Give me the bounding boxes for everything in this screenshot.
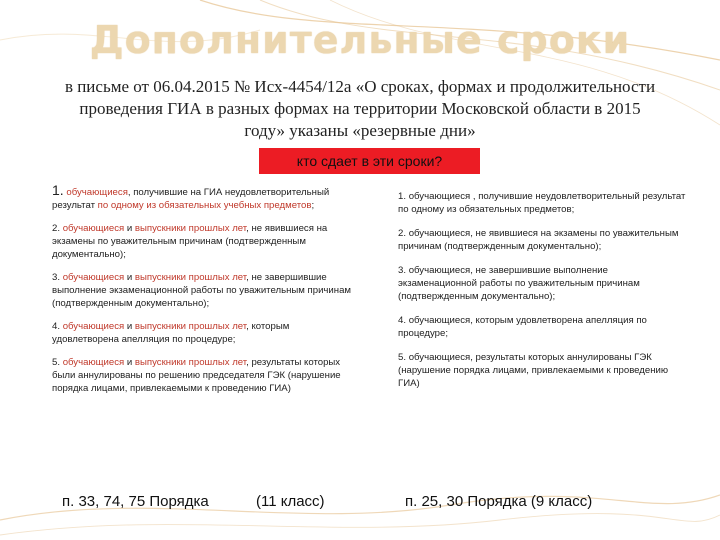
footer-left-reference: п. 33, 74, 75 Порядка bbox=[62, 493, 209, 510]
right-item-3: 3. обучающиеся, не завершившие выполнение экзаменационной работы по уважительным причинам (подтвержденным документально); bbox=[398, 265, 640, 302]
right-item-2: 2. обучающиеся, не явившиеся на экзамены по уважительным причинам (подтвержденным документально); bbox=[398, 228, 679, 252]
footer-left-class: (11 класс) bbox=[256, 493, 325, 510]
left-column-11-class bbox=[52, 184, 352, 405]
left-item-2: 2. обучающиеся и выпускники прошлых лет, не явившиеся на экзамены по уважительным причинам (подтвержденным документально); bbox=[52, 223, 328, 260]
left-item-4: 4. обучающиеся и выпускники прошлых лет, которым удовлетворена апелляция по процедуре; bbox=[52, 321, 290, 345]
right-item-5: 5. обучающиеся, результаты которых аннулированы ГЭК (нарушение порядка лицами, привлекаемыми к проведению ГИА) bbox=[398, 352, 669, 389]
subtitle-letter-reference: в письме от 06.04.2015 № Исх-4454/12а «О сроках, формах и продолжительности проведения ГИА в разных формах на территории Московской области в 2015 году» указаны «резервные дни» bbox=[64, 77, 656, 140]
right-item-4: 4. обучающиеся, которым удовлетворена апелляция по процедуре; bbox=[398, 315, 647, 339]
right-column-9-class bbox=[398, 190, 688, 401]
left-item-3: 3. обучающиеся и выпускники прошлых лет, не завершившие выполнение экзаменационной работы по уважительным причинам (подтвержденным документально); bbox=[52, 272, 352, 309]
page-title: Дополнительные сроки bbox=[89, 18, 631, 62]
question-banner: кто сдает в эти сроки? bbox=[259, 148, 480, 174]
right-item-1: 1. обучающиеся , получившие неудовлетворительный результат по одному из обязательных предметов; bbox=[398, 191, 686, 215]
footer-right-reference: п. 25, 30 Порядка (9 класс) bbox=[405, 493, 593, 510]
left-item-5: 5. обучающиеся и выпускники прошлых лет, результаты которых были аннулированы по решению председателя ГЭК (нарушение порядка лицами, привлекаемыми к проведению ГИА) bbox=[52, 357, 341, 394]
left-item-1: 1. обучающиеся, получившие на ГИА неудовлетворительный результат по одному из обязательных учебных предметов; bbox=[52, 182, 330, 211]
